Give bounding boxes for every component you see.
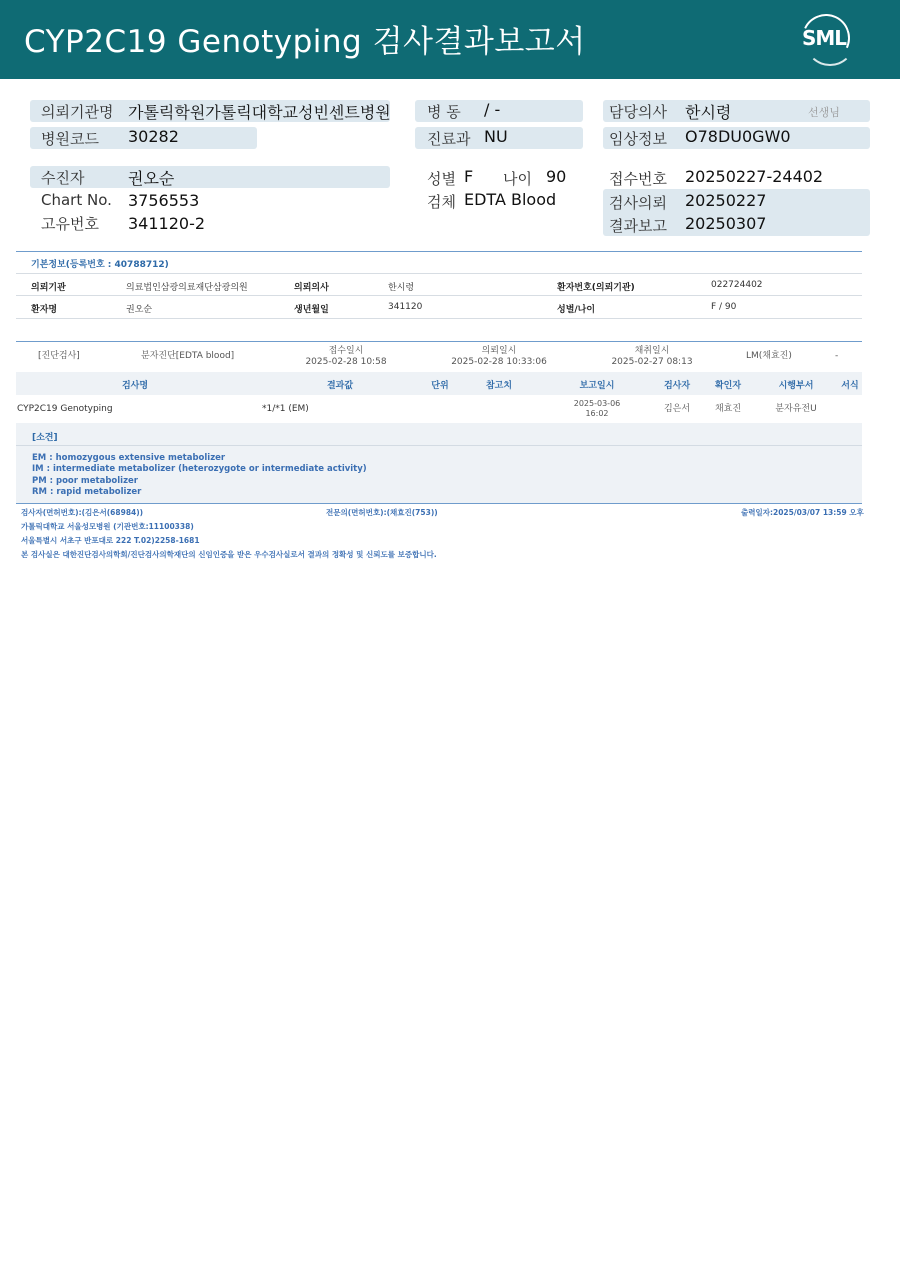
- footer-line-2: 서울특별시 서초구 반포대로 222 T.02)2258-1681: [21, 536, 200, 545]
- report-value: 20250307: [685, 214, 767, 233]
- basic-info-rule-1: [16, 273, 862, 274]
- report-title: CYP2C19 Genotyping 검사결과보고서: [24, 24, 586, 60]
- sex-value: F: [464, 167, 474, 186]
- unique-value: 341120-2: [128, 214, 206, 233]
- report-header: [0, 0, 900, 79]
- age-value: 90: [546, 167, 567, 186]
- logo-text: SML: [801, 26, 847, 50]
- sml-logo: [796, 12, 852, 68]
- finding-line: PM : poor metabolizer: [32, 476, 138, 486]
- basic-info-cell: 환자명: [31, 305, 58, 315]
- basic-info-rule-3: [16, 318, 862, 319]
- dept-label: 진료과: [427, 130, 471, 148]
- basic-info-cell: 022724402: [711, 280, 763, 290]
- basic-info-cell: 생년월일: [294, 305, 329, 315]
- reception-value: 20250227-24402: [685, 167, 824, 186]
- col-header-dept: 시행부서: [778, 381, 814, 391]
- hospital-code-value: 30282: [128, 127, 179, 146]
- col-header-tester: 검사자: [663, 381, 691, 391]
- request-label: 검사의뢰: [609, 194, 667, 212]
- report-label: 결과보고: [609, 217, 667, 235]
- received-value: 2025-02-28 10:58: [305, 357, 387, 367]
- received-label: 접수일시: [328, 346, 364, 356]
- institution-label: 의뢰기관명: [41, 103, 114, 121]
- specimen-value: EDTA Blood: [464, 190, 557, 209]
- lab-name: LM(채효진): [746, 351, 792, 361]
- col-header-unit: 단위: [431, 381, 449, 391]
- result-report-date: 2025-03-06: [573, 399, 621, 408]
- col-header-test: 검사명: [121, 381, 149, 391]
- col-header-ref: 참고치: [485, 381, 513, 391]
- basic-info-cell: 한시령: [388, 283, 415, 293]
- footer-line-3: 본 검사실은 대한진단검사의학회/진단검사의학재단의 신임인증을 받은 우수검사실로서 결과의 정확성 및 신뢰도를 보증합니다.: [21, 550, 437, 559]
- basic-info-cell: 341120: [388, 302, 423, 312]
- clinical-label: 임상정보: [609, 130, 667, 148]
- dept-value: NU: [484, 127, 508, 146]
- finding-line: RM : rapid metabolizer: [32, 487, 142, 497]
- requested-label: 의뢰일시: [481, 346, 517, 356]
- doctor-suffix: 선생님: [808, 106, 840, 119]
- findings-title: [소견]: [32, 433, 58, 443]
- result-test-name: CYP2C19 Genotyping: [17, 404, 113, 414]
- hospital-code-label: 병원코드: [41, 130, 99, 148]
- requested-value: 2025-02-28 10:33:06: [451, 357, 547, 367]
- basic-info-cell: 성별/나이: [557, 305, 596, 315]
- finding-line: IM : intermediate metabolizer (heterozygote or intermediate activity): [32, 464, 367, 474]
- unique-label: 고유번호: [41, 215, 99, 233]
- lab-dash: -: [835, 351, 839, 361]
- reception-label: 접수번호: [609, 170, 667, 188]
- findings-bottom-rule: [16, 503, 862, 504]
- findings-rule: [16, 445, 862, 446]
- age-label: 나이: [503, 170, 532, 188]
- basic-info-rule-2: [16, 295, 862, 296]
- footer-tester: 검사자(면허번호):(김은서(68984)): [21, 508, 144, 517]
- test-specimen: 분자진단[EDTA blood]: [141, 351, 235, 361]
- basic-info-cell: 환자번호(의뢰기관): [557, 283, 635, 293]
- finding-line: EM : homozygous extensive metabolizer: [32, 453, 226, 463]
- result-dept: 분자유전U: [775, 404, 817, 414]
- collected-value: 2025-02-27 08:13: [611, 357, 693, 367]
- result-tester: 김은서: [663, 404, 691, 414]
- basic-info-cell: 권오순: [126, 305, 153, 315]
- ward-value: / -: [484, 100, 501, 119]
- col-header-form: 서식: [841, 381, 859, 391]
- test-category: [진단검사]: [38, 351, 80, 361]
- examinee-label: 수진자: [41, 169, 85, 187]
- footer-specialist: 전문의(면허번호):(채효진(753)): [326, 508, 438, 517]
- clinical-value: O78DU0GW0: [685, 127, 791, 146]
- basic-info-title: 기본정보(등록번호 : 40788712): [31, 260, 169, 270]
- basic-info-cell: F / 90: [711, 302, 737, 312]
- result-confirmer: 채효진: [714, 404, 742, 414]
- doctor-label: 담당의사: [609, 103, 667, 121]
- basic-info-cell: 의료법인삼광의료재단삼광의원: [126, 283, 248, 293]
- basic-info-top-rule: [16, 251, 862, 252]
- result-value: *1/*1 (EM): [262, 404, 309, 414]
- institution-value: 가톨릭학원가톨릭대학교성빈센트병원: [128, 103, 391, 122]
- result-report-time: 16:02: [585, 409, 609, 418]
- footer-line-1: 가톨릭대학교 서울성모병원 (기관번호:11100338): [21, 522, 194, 531]
- collected-label: 채취일시: [634, 346, 670, 356]
- footer-printed: 출력일자:2025/03/07 13:59 오후: [741, 508, 864, 517]
- findings-band: [16, 423, 862, 503]
- examinee-value: 권오순: [128, 169, 175, 188]
- sex-label: 성별: [427, 170, 456, 188]
- test-meta-top-rule: [16, 341, 862, 342]
- ward-label: 병 동: [427, 103, 461, 121]
- basic-info-cell: 의뢰의사: [294, 283, 329, 293]
- basic-info-cell: 의뢰기관: [31, 283, 66, 293]
- request-value: 20250227: [685, 191, 767, 210]
- doctor-value: 한시령: [685, 103, 732, 122]
- specimen-label: 검체: [427, 193, 456, 211]
- chart-value: 3756553: [128, 191, 200, 210]
- col-header-report-date: 보고일시: [579, 381, 615, 391]
- col-header-result: 결과값: [326, 381, 354, 391]
- chart-label: Chart No.: [41, 191, 112, 209]
- col-header-confirmer: 확인자: [714, 381, 742, 391]
